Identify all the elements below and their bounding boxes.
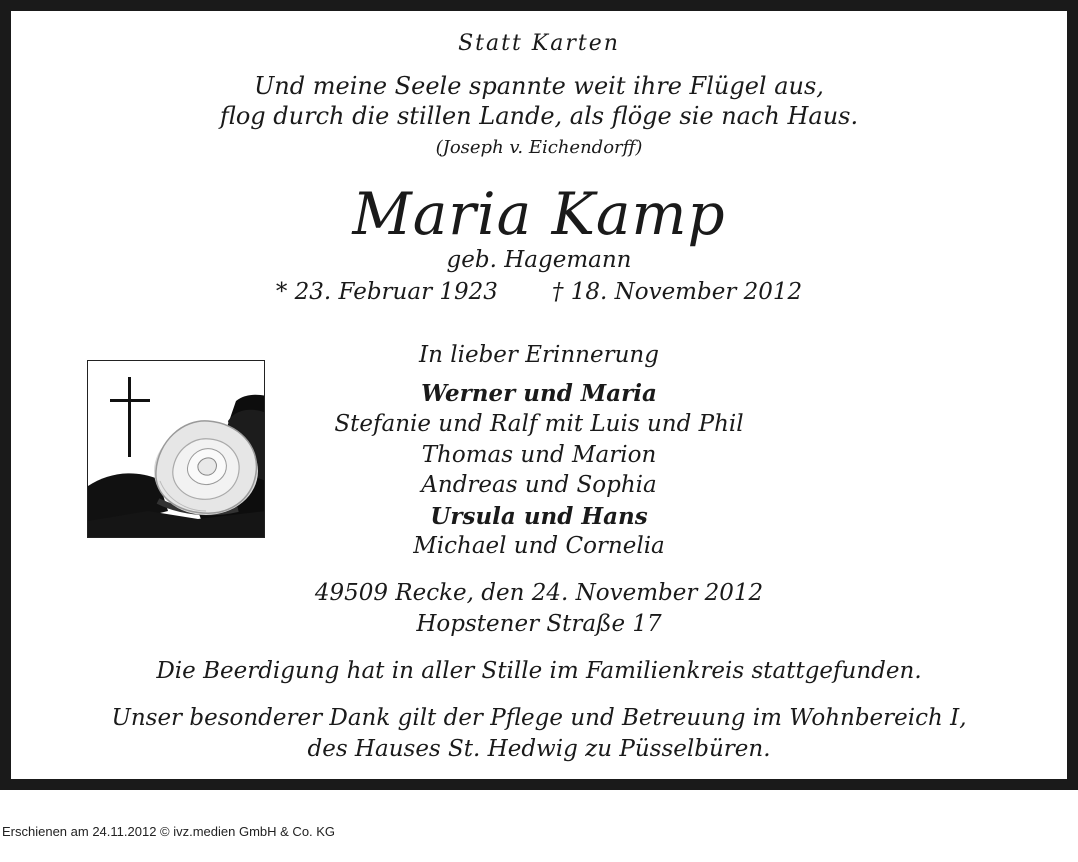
family-line: Michael und Cornelia (413, 533, 665, 559)
poem-line: flog durch die stillen Lande, als flöge sie nach Haus. (219, 102, 859, 130)
family-line: Andreas und Sophia (421, 472, 657, 498)
death-date: † 18. November 2012 (551, 279, 803, 305)
family-line: Werner und Maria (421, 380, 657, 407)
place-date: 49509 Recke, den 24. November 2012 (314, 580, 764, 606)
burial-note: Die Beerdigung hat in aller Stille im Familienkreis stattgefunden. (156, 658, 922, 684)
family-line: Ursula und Hans (430, 503, 648, 530)
maiden-name: geb. Hagemann (446, 247, 632, 273)
thanks-line: Unser besonderer Dank gilt der Pflege und Betreuung im Wohnbereich I, (111, 705, 967, 731)
deceased-name: Maria Kamp (352, 180, 726, 248)
family-line: Thomas und Marion (421, 442, 657, 468)
thanks-line: des Hauses St. Hedwig zu Püsselbüren. (307, 736, 771, 762)
poem-author: (Joseph v. Eichendorff) (435, 137, 643, 158)
life-dates (0, 279, 1078, 305)
memory-line: In lieber Erinnerung (419, 342, 659, 368)
birth-date: * 23. Februar 1923 (275, 279, 498, 305)
notice-header: Statt Karten (458, 31, 620, 56)
poem-line: Und meine Seele spannte weit ihre Flügel aus, (254, 72, 824, 100)
address: Hopstener Straße 17 (416, 611, 662, 637)
publication-footer: Erschienen am 24.11.2012 © ivz.medien GmbH & Co. KG (2, 824, 336, 839)
family-line: Stefanie und Ralf mit Luis und Phil (334, 411, 744, 437)
